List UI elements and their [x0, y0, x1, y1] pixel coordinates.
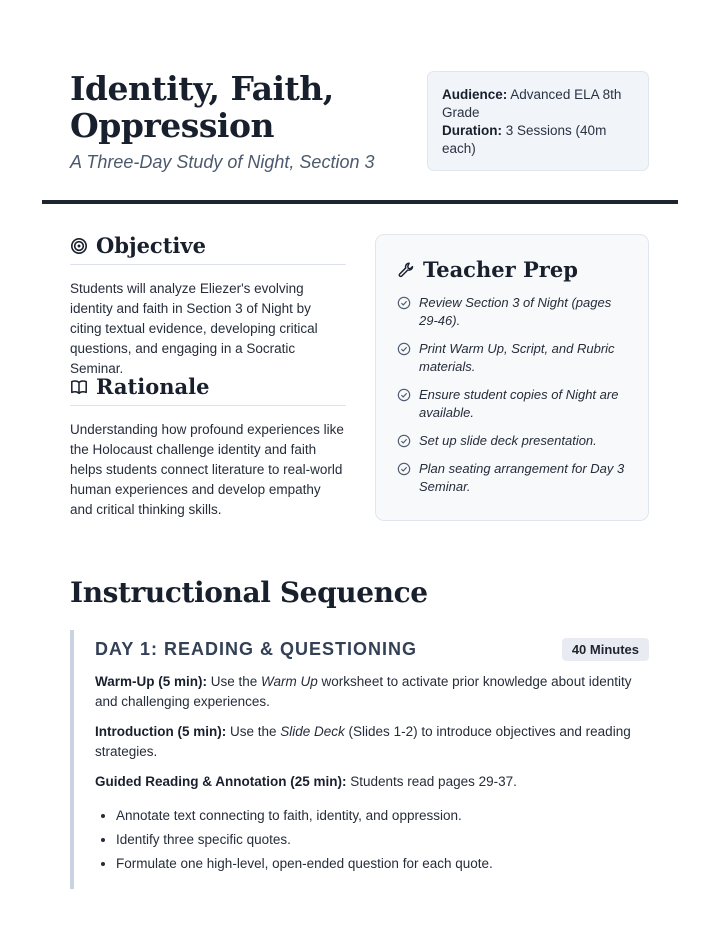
- prep-item-text: Plan seating arrangement for Day 3 Seminar.: [419, 461, 625, 494]
- audience-label: Audience:: [442, 87, 508, 102]
- wrench-icon: [397, 261, 415, 279]
- intro-pre: Use the: [226, 724, 281, 739]
- list-item: [397, 432, 628, 450]
- guided-text: Students read pages 29-37.: [346, 774, 517, 789]
- day-1-header: [95, 638, 649, 661]
- objective-heading: [70, 233, 346, 265]
- warmup-post: worksheet to activate prior knowledge about identity and challenging experiences.: [95, 674, 632, 709]
- check-circle-icon: [397, 462, 411, 476]
- objective-heading-text: Objective: [96, 233, 206, 258]
- list-item: [397, 340, 628, 376]
- intro-post: (Slides 1-2) to introduce objectives and reading strategies.: [95, 724, 631, 759]
- page-subtitle: A Three-Day Study of Night, Section 3: [70, 152, 375, 172]
- introduction-step: [95, 722, 649, 762]
- page-title: Identity, Faith, Oppression: [70, 69, 334, 145]
- check-circle-icon: [397, 342, 411, 356]
- list-item: [397, 460, 628, 496]
- guided-label: Guided Reading & Annotation (25 min):: [95, 774, 347, 789]
- rationale-section: [70, 374, 346, 520]
- check-circle-icon: [397, 296, 411, 310]
- teacher-prep-card: [375, 234, 649, 521]
- intro-resource: Slide Deck: [280, 724, 345, 739]
- target-icon: [70, 237, 88, 255]
- list-item: [397, 294, 628, 330]
- warmup-pre: Use the: [207, 674, 262, 689]
- prep-item-text: Review Section 3 of Night (pages 29-46).: [419, 295, 612, 328]
- rationale-heading-text: Rationale: [96, 374, 210, 399]
- teacher-prep-list: [397, 294, 628, 496]
- check-circle-icon: [397, 388, 411, 402]
- objective-text: Students will analyze Eliezer's evolving identity and faith in Section 3 of Night by citing textual evidence, developing critical questions, and engaging in a Socratic Seminar.: [70, 281, 318, 376]
- prep-item-text: Ensure student copies of Night are available.: [419, 387, 619, 420]
- guided-reading-step: [95, 772, 649, 792]
- rationale-text: Understanding how profound experiences like the Holocaust challenge identity and faith helps students connect literature to real-world human experiences and develop empathy and critical thinking skills.: [70, 422, 344, 517]
- instructional-sequence-title: Instructional Sequence: [70, 576, 428, 609]
- check-circle-icon: [397, 434, 411, 448]
- teacher-prep-heading-text: Teacher Prep: [423, 257, 578, 282]
- list-item: • Annotate text connecting to faith, identity, and oppression.: [116, 806, 649, 826]
- audience-line: [442, 86, 634, 122]
- list-item: • Identify three specific quotes.: [116, 830, 649, 850]
- guided-reading-list: [95, 806, 649, 874]
- rationale-heading: [70, 374, 346, 406]
- teacher-prep-heading: [397, 257, 628, 282]
- list-item: [397, 386, 628, 422]
- day-1-section: [70, 630, 649, 889]
- warmup-resource: Warm Up: [261, 674, 318, 689]
- prep-item-text: Print Warm Up, Script, and Rubric materials.: [419, 341, 615, 374]
- list-item: • Formulate one high-level, open-ended question for each quote.: [116, 854, 649, 874]
- warmup-label: Warm-Up (5 min):: [95, 674, 207, 689]
- intro-label: Introduction (5 min):: [95, 724, 227, 739]
- duration-value: 3 Sessions (40m each): [442, 123, 607, 156]
- book-icon: [70, 378, 88, 396]
- warmup-step: [95, 672, 649, 712]
- objective-section: [70, 233, 346, 379]
- prep-item-text: Set up slide deck presentation.: [419, 433, 597, 448]
- day-1-title: DAY 1: READING & QUESTIONING: [95, 639, 418, 659]
- duration-line: [442, 122, 634, 158]
- header: [70, 70, 410, 173]
- duration-badge: 40 Minutes: [562, 638, 649, 661]
- audience-value: Advanced ELA 8th Grade: [442, 87, 622, 120]
- meta-box: [427, 71, 649, 171]
- header-divider: [42, 200, 678, 204]
- duration-label: Duration:: [442, 123, 502, 138]
